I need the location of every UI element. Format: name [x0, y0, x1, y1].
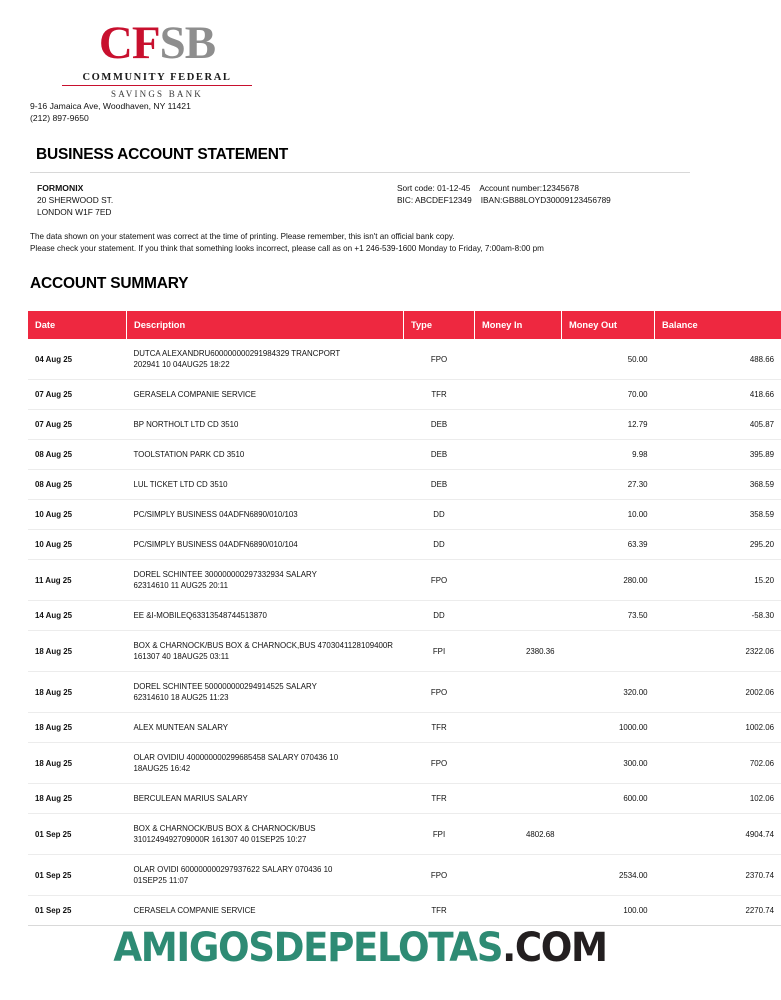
- title-divider: [30, 172, 690, 173]
- cell-date: 01 Sep 25: [28, 855, 127, 896]
- cell-money-in: [475, 601, 562, 631]
- cell-description: [127, 380, 404, 410]
- cell-type: FPO: [404, 339, 475, 380]
- cell-description: [127, 814, 404, 855]
- cell-balance: 368.59: [655, 470, 781, 500]
- cell-type: FPO: [404, 560, 475, 601]
- bank-phone: (212) 897-9650: [30, 112, 89, 123]
- cell-balance: 358.59: [655, 500, 781, 530]
- cell-date: 11 Aug 25: [28, 560, 127, 601]
- description-line-2: 161307 40 18AUG25 03:11: [133, 652, 229, 661]
- table-row[interactable]: [28, 713, 781, 743]
- description-line-1: BP NORTHOLT LTD CD 3510: [133, 420, 239, 429]
- account-number: Account number:12345678: [479, 183, 579, 193]
- cell-money-out: 2534.00: [562, 855, 655, 896]
- bank-address-block: [30, 101, 191, 124]
- table-row[interactable]: [28, 560, 781, 601]
- cell-description: [127, 530, 404, 560]
- cell-type: FPO: [404, 743, 475, 784]
- cell-balance: 1002.06: [655, 713, 781, 743]
- table-row[interactable]: [28, 896, 781, 926]
- cell-money-in: [475, 339, 562, 380]
- cell-balance: 2270.74: [655, 896, 781, 926]
- cell-description: [127, 601, 404, 631]
- logo-subtitle-secondary: SAVINGS BANK: [111, 89, 203, 99]
- bic-code: BIC: ABCDEF12349: [397, 195, 472, 205]
- cell-description: [127, 743, 404, 784]
- cell-money-in: [475, 896, 562, 926]
- cell-date: 18 Aug 25: [28, 713, 127, 743]
- disclaimer-line-2: Please check your statement. If you think that something looks incorrect, please call as on +1 246-539-1600 Monday to Friday, 7:00am-8:00 pm: [30, 244, 544, 253]
- account-summary-heading: ACCOUNT SUMMARY: [30, 275, 189, 292]
- bank-logo: [62, 18, 252, 99]
- cell-money-out: [562, 814, 655, 855]
- description-line-1: DOREL SCHINTEE 300000000297332934 SALARY: [133, 570, 317, 579]
- cell-type: DD: [404, 601, 475, 631]
- cell-date: 18 Aug 25: [28, 784, 127, 814]
- cell-money-out: 50.00: [562, 339, 655, 380]
- cell-balance: 702.06: [655, 743, 781, 784]
- cell-date: 08 Aug 25: [28, 440, 127, 470]
- column-header-type[interactable]: Type: [404, 311, 475, 339]
- account-identifiers-row-1: [397, 182, 611, 194]
- watermark-tld: .COM: [502, 925, 607, 971]
- cell-balance: 2002.06: [655, 672, 781, 713]
- cell-money-out: 300.00: [562, 743, 655, 784]
- table-row[interactable]: [28, 440, 781, 470]
- cell-money-in: 2380.36: [475, 631, 562, 672]
- description-line-1: LUL TICKET LTD CD 3510: [133, 480, 228, 489]
- description-line-1: EE &I-MOBILEQ63313548744513870: [133, 611, 267, 620]
- cell-money-in: [475, 380, 562, 410]
- column-header-date[interactable]: Date: [28, 311, 127, 339]
- cell-money-out: 12.79: [562, 410, 655, 440]
- table-header-row: [28, 311, 781, 339]
- description-line-1: PC/SIMPLY BUSINESS 04ADFN6890/010/103: [133, 510, 298, 519]
- cell-money-out: 27.30: [562, 470, 655, 500]
- cell-description: [127, 440, 404, 470]
- cell-type: DEB: [404, 440, 475, 470]
- cell-date: 07 Aug 25: [28, 380, 127, 410]
- cell-type: TFR: [404, 784, 475, 814]
- table-row[interactable]: [28, 410, 781, 440]
- watermark-site-name: AMIGOSDEPELOTAS: [113, 925, 503, 971]
- table-row[interactable]: [28, 601, 781, 631]
- customer-address-line-2: LONDON W1F 7ED: [37, 207, 112, 217]
- cell-type: DD: [404, 500, 475, 530]
- page-title: BUSINESS ACCOUNT STATEMENT: [36, 146, 288, 163]
- bank-address-line: 9-16 Jamaica Ave, Woodhaven, NY 11421: [30, 101, 191, 111]
- cell-money-out: 73.50: [562, 601, 655, 631]
- cell-description: [127, 470, 404, 500]
- description-line-1: DUTCA ALEXANDRU600000000291984329 TRANCPORT: [133, 349, 341, 358]
- cell-money-in: [475, 855, 562, 896]
- cell-money-in: 4802.68: [475, 814, 562, 855]
- description-line-2: 18AUG25 16:42: [133, 764, 191, 773]
- cell-money-in: [475, 713, 562, 743]
- cell-money-out: 600.00: [562, 784, 655, 814]
- table-row[interactable]: [28, 743, 781, 784]
- disclaimer-line-1: The data shown on your statement was correct at the time of printing. Please remember, this isn't an official bank copy.: [30, 232, 455, 241]
- logo-text-sb: SB: [159, 17, 216, 69]
- table-header: [28, 311, 781, 339]
- account-identifiers-row-2: [397, 194, 611, 206]
- cell-date: 04 Aug 25: [28, 339, 127, 380]
- watermark: [25, 925, 695, 971]
- cell-date: 01 Sep 25: [28, 814, 127, 855]
- description-line-2: 01SEP25 11:07: [133, 876, 189, 885]
- column-header-balance[interactable]: Balance: [655, 311, 781, 339]
- cell-type: TFR: [404, 380, 475, 410]
- cell-balance: 4904.74: [655, 814, 781, 855]
- cell-balance: 102.06: [655, 784, 781, 814]
- cell-description: [127, 896, 404, 926]
- table-row[interactable]: [28, 339, 781, 380]
- iban-code: IBAN:GB88LOYD30009123456789: [480, 195, 611, 205]
- cell-money-in: [475, 560, 562, 601]
- transactions-table: [28, 311, 781, 926]
- cell-money-out: [562, 631, 655, 672]
- customer-address-line-1: 20 SHERWOOD ST.: [37, 195, 114, 205]
- description-line-1: GERASELA COMPANIE SERVICE: [133, 390, 256, 399]
- table-row[interactable]: [28, 784, 781, 814]
- cell-balance: 405.87: [655, 410, 781, 440]
- table-body: [28, 339, 781, 926]
- table-row[interactable]: [28, 530, 781, 560]
- description-line-1: BOX & CHARNOCK/BUS BOX & CHARNOCK,BUS 4703041128109400R: [133, 641, 393, 650]
- cell-date: 07 Aug 25: [28, 410, 127, 440]
- cell-description: [127, 713, 404, 743]
- description-line-1: OLAR OVIDIU 400000000299685458 SALARY 070436 10: [133, 753, 339, 762]
- table-row[interactable]: [28, 500, 781, 530]
- cell-description: [127, 631, 404, 672]
- column-header-description[interactable]: Description: [127, 311, 404, 339]
- cell-money-in: [475, 500, 562, 530]
- table-row[interactable]: [28, 380, 781, 410]
- cell-date: 08 Aug 25: [28, 470, 127, 500]
- cell-description: [127, 672, 404, 713]
- description-line-2: 3101249492709000R 161307 40 01SEP25 10:27: [133, 835, 307, 844]
- table-row[interactable]: [28, 814, 781, 855]
- cell-money-out: 63.39: [562, 530, 655, 560]
- cell-date: 18 Aug 25: [28, 672, 127, 713]
- cell-type: FPI: [404, 814, 475, 855]
- transactions-table-container: [28, 311, 774, 926]
- cell-money-out: 70.00: [562, 380, 655, 410]
- description-line-1: ALEX MUNTEAN SALARY: [133, 723, 229, 732]
- cell-date: 14 Aug 25: [28, 601, 127, 631]
- disclaimer-block: [30, 231, 544, 255]
- cell-description: [127, 560, 404, 601]
- table-row[interactable]: [28, 470, 781, 500]
- cell-money-in: [475, 672, 562, 713]
- cell-money-in: [475, 470, 562, 500]
- cell-date: 18 Aug 25: [28, 743, 127, 784]
- cell-type: DEB: [404, 410, 475, 440]
- cell-balance: 2322.06: [655, 631, 781, 672]
- description-line-1: OLAR OVIDI 600000000297937622 SALARY 070436 10: [133, 865, 333, 874]
- cell-money-out: 9.98: [562, 440, 655, 470]
- cell-type: DD: [404, 530, 475, 560]
- cell-description: [127, 500, 404, 530]
- cell-balance: 2370.74: [655, 855, 781, 896]
- cell-description: [127, 855, 404, 896]
- cell-date: 10 Aug 25: [28, 500, 127, 530]
- table-row[interactable]: [28, 672, 781, 713]
- sort-code: Sort code: 01-12-45: [397, 183, 471, 193]
- cell-balance: 395.89: [655, 440, 781, 470]
- cell-balance: 488.66: [655, 339, 781, 380]
- column-header-money-in[interactable]: Money In: [475, 311, 562, 339]
- column-header-money-out[interactable]: Money Out: [562, 311, 655, 339]
- cell-date: 10 Aug 25: [28, 530, 127, 560]
- cell-money-out: 280.00: [562, 560, 655, 601]
- description-line-1: BOX & CHARNOCK/BUS BOX & CHARNOCK/BUS: [133, 824, 316, 833]
- cell-description: [127, 784, 404, 814]
- cell-money-out: 320.00: [562, 672, 655, 713]
- cell-date: 18 Aug 25: [28, 631, 127, 672]
- cell-type: FPO: [404, 672, 475, 713]
- cell-money-out: 100.00: [562, 896, 655, 926]
- cell-balance: 418.66: [655, 380, 781, 410]
- cell-balance: 15.20: [655, 560, 781, 601]
- cell-money-in: [475, 440, 562, 470]
- cell-money-in: [475, 784, 562, 814]
- description-line-1: BERCULEAN MARIUS SALARY: [133, 794, 248, 803]
- description-line-1: DOREL SCHINTEE 500000000294914525 SALARY: [133, 682, 317, 691]
- cell-date: 01 Sep 25: [28, 896, 127, 926]
- description-line-1: PC/SIMPLY BUSINESS 04ADFN6890/010/104: [133, 540, 298, 549]
- logo-subtitle-primary: COMMUNITY FEDERAL: [62, 72, 252, 86]
- cell-money-out: 10.00: [562, 500, 655, 530]
- description-line-2: 62314610 18 AUG25 11:23: [133, 693, 229, 702]
- cell-money-in: [475, 743, 562, 784]
- cell-money-in: [475, 410, 562, 440]
- cell-type: FPO: [404, 855, 475, 896]
- customer-details: [37, 182, 113, 218]
- account-details: [397, 182, 611, 206]
- cell-money-in: [475, 530, 562, 560]
- description-line-1: CERASELA COMPANIE SERVICE: [133, 906, 256, 915]
- description-line-2: 62314610 11 AUG25 20:11: [133, 581, 228, 590]
- description-line-1: TOOLSTATION PARK CD 3510: [133, 450, 245, 459]
- cell-type: TFR: [404, 713, 475, 743]
- logo-wordmark: [62, 18, 252, 68]
- cell-type: FPI: [404, 631, 475, 672]
- table-row[interactable]: [28, 855, 781, 896]
- cell-balance: 295.20: [655, 530, 781, 560]
- cell-money-out: 1000.00: [562, 713, 655, 743]
- cell-description: [127, 339, 404, 380]
- customer-name: FORMONIX: [37, 183, 84, 193]
- cell-balance: -58.30: [655, 601, 781, 631]
- description-line-2: 202941 10 04AUG25 18:22: [133, 360, 230, 369]
- logo-text-cf: CF: [98, 17, 160, 69]
- cell-type: TFR: [404, 896, 475, 926]
- cell-description: [127, 410, 404, 440]
- cell-type: DEB: [404, 470, 475, 500]
- table-row[interactable]: [28, 631, 781, 672]
